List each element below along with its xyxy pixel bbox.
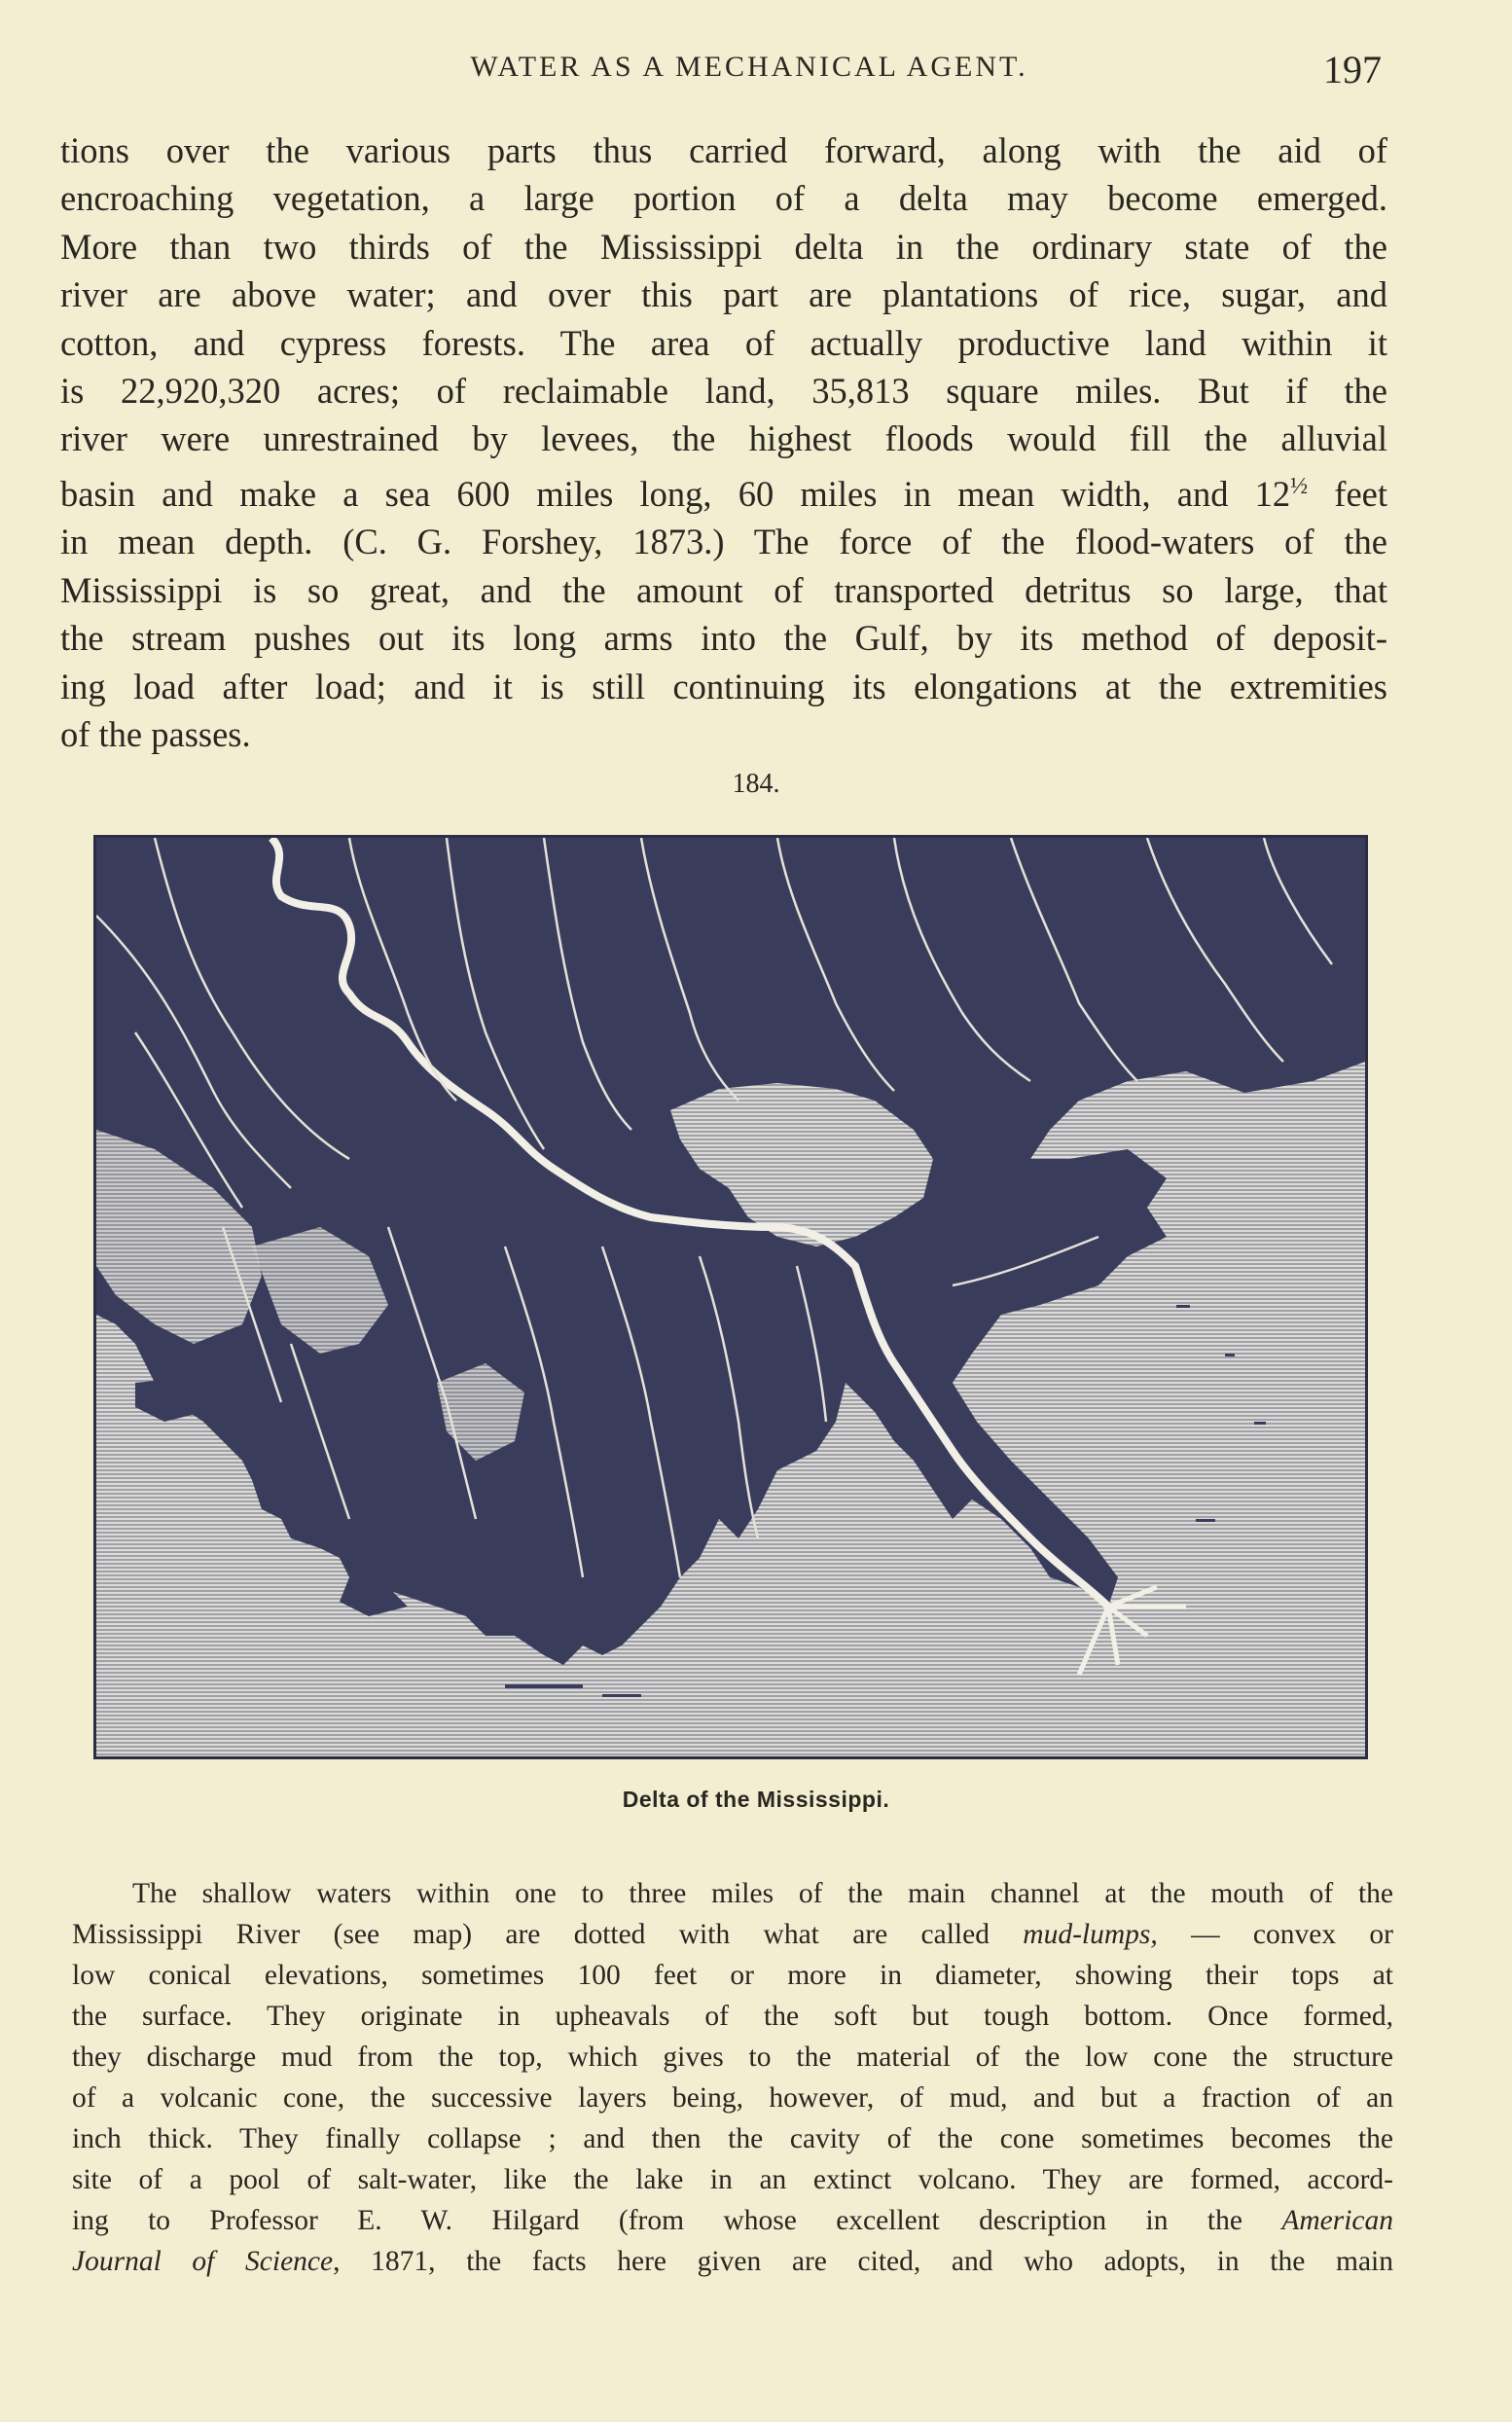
text-line: river were unrestrained by levees, the highest floods would fill the alluvial	[60, 418, 1387, 459]
text-line: the surface. They originate in upheavals of the soft but tough bottom. Once formed,	[72, 2001, 1393, 2032]
delta-map-engraving	[93, 835, 1368, 1759]
text-line	[60, 463, 1387, 519]
running-title: WATER AS A MECHANICAL AGENT.	[470, 51, 1028, 83]
italic-journal-start: American	[1281, 2205, 1393, 2236]
text-line: they discharge mud from the top, which gives to the material of the low cone the structure	[72, 2042, 1393, 2073]
text-line: of the passes.	[60, 714, 251, 755]
text-line: river are above water; and over this part are plantations of rice, sugar, and	[60, 274, 1387, 315]
text-line	[72, 1914, 1393, 1955]
italic-journal-name: Journal of Science	[72, 2246, 334, 2277]
text-line: is 22,920,320 acres; of reclaimable land, 35,813 square miles. But if the	[60, 371, 1387, 412]
text-line: inch thick. They finally collapse ; and then the cavity of the cone sometimes becomes the	[72, 2123, 1393, 2154]
text-line-start: basin and make a sea 600 miles long, 60 miles in mean width, and 12	[60, 474, 1291, 514]
text-line: Mississippi is so great, and the amount of transported detritus so large, that	[60, 569, 1387, 610]
text-line: tions over the various parts thus carried forward, along with the aid of	[60, 130, 1387, 170]
text-line: in mean depth. (C. G. Forshey, 1873.) The force of the flood-waters of the	[60, 522, 1387, 562]
text-line	[72, 2200, 1393, 2241]
text-line: ing load after load; and it is still continuing its elongations at the extremities	[60, 666, 1387, 706]
text-line-end: — convex or	[1157, 1919, 1393, 1950]
text-line: of a volcanic cone, the successive layers being, however, of mud, and but a fraction of an	[72, 2082, 1393, 2114]
figure-caption: Delta of the Mississippi.	[622, 1787, 890, 1812]
fraction: ½	[1290, 473, 1309, 499]
text-line: encroaching vegetation, a large portion of a delta may become emerged.	[60, 178, 1387, 219]
text-line	[72, 2241, 1393, 2282]
page-number: 197	[1323, 48, 1382, 91]
figure-number: 184.	[732, 769, 780, 799]
text-line-end: feet	[1308, 474, 1387, 514]
text-line: site of a pool of salt-water, like the lake in an extinct volcano. They are formed, accord-	[72, 2164, 1393, 2195]
text-line-start: ing to Professor E. W. Hilgard (from whose excellent description in the	[72, 2205, 1282, 2236]
text-line-start: Mississippi River (see map) are dotted with what are called	[72, 1919, 1024, 1950]
text-line: the stream pushes out its long arms into the Gulf, by its method of deposit-	[60, 618, 1387, 659]
running-head	[58, 48, 1391, 91]
body-paragraph	[60, 127, 1387, 758]
text-line: low conical elevations, sometimes 100 feet or more in diameter, showing their tops at	[72, 1960, 1393, 1991]
text-line: cotton, and cypress forests. The area of actually productive land within it	[60, 322, 1387, 363]
text-line: More than two thirds of the Mississippi delta in the ordinary state of the	[60, 226, 1387, 267]
text-line: The shallow waters within one to three miles of the main channel at the mouth of the	[132, 1878, 1393, 1909]
body-paragraph-small	[72, 1873, 1393, 2282]
italic-term: mud-lumps,	[1023, 1919, 1158, 1950]
text-line-end: , 1871, the facts here given are cited, and who adopts, in the main	[333, 2246, 1393, 2277]
